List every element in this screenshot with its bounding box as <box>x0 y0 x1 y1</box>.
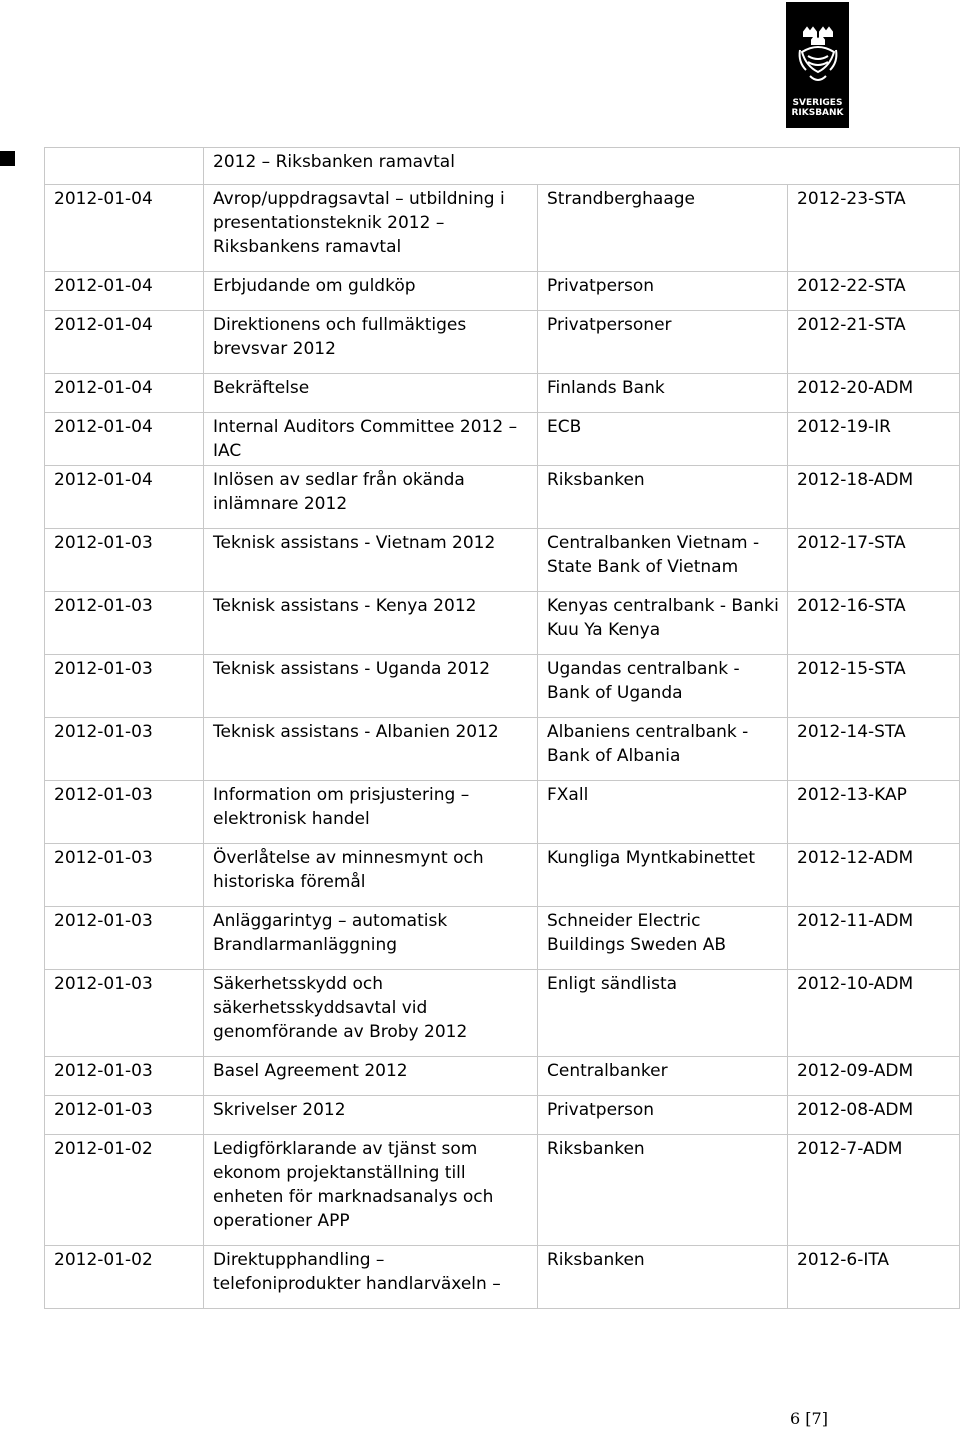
row-subject: Säkerhetsskydd och säkerhetsskyddsavtal vid genomförande av Broby 2012 <box>204 970 538 1057</box>
table-row <box>45 374 960 413</box>
row-party: ECB <box>538 413 788 466</box>
row-party: Strandberghaage <box>538 185 788 272</box>
table-row <box>45 272 960 311</box>
row-subject: Direktionens och fullmäktiges brevsvar 2012 <box>204 311 538 374</box>
table-row <box>45 1096 960 1135</box>
row-reference: 2012-19-IR <box>788 413 960 466</box>
row-party: Finlands Bank <box>538 374 788 413</box>
row-date: 2012-01-03 <box>45 655 204 718</box>
row-party: Privatperson <box>538 272 788 311</box>
logo-line-1: SVERIGES <box>792 98 843 108</box>
row-date: 2012-01-03 <box>45 1096 204 1135</box>
row-reference: 2012-23-STA <box>788 185 960 272</box>
row-reference: 2012-16-STA <box>788 592 960 655</box>
row-reference: 2012-12-ADM <box>788 844 960 907</box>
row-party: Centralbanken Vietnam - State Bank of Vietnam <box>538 529 788 592</box>
table-row <box>45 185 960 272</box>
row-subject: Internal Auditors Committee 2012 – IAC <box>204 413 538 466</box>
row-date: 2012-01-03 <box>45 1057 204 1096</box>
row-subject: Bekräftelse <box>204 374 538 413</box>
row-subject: Inlösen av sedlar från okända inlämnare 2012 <box>204 466 538 529</box>
row-date: 2012-01-03 <box>45 781 204 844</box>
row-party: Ugandas centralbank - Bank of Uganda <box>538 655 788 718</box>
row-date: 2012-01-04 <box>45 311 204 374</box>
page-number: 6 [7] <box>790 1409 828 1428</box>
table-row <box>45 311 960 374</box>
table-row <box>45 529 960 592</box>
row-date: 2012-01-04 <box>45 272 204 311</box>
row-subject: Erbjudande om guldköp <box>204 272 538 311</box>
row-party: Riksbanken <box>538 466 788 529</box>
row-reference: 2012-21-STA <box>788 311 960 374</box>
row-reference: 2012-20-ADM <box>788 374 960 413</box>
row-reference: 2012-17-STA <box>788 529 960 592</box>
row-reference: 2012-6-ITA <box>788 1246 960 1309</box>
table-row <box>45 970 960 1057</box>
row-reference: 2012-7-ADM <box>788 1135 960 1246</box>
row-reference: 2012-13-KAP <box>788 781 960 844</box>
table-row <box>45 466 960 529</box>
row-party: Privatpersoner <box>538 311 788 374</box>
section-marker <box>0 151 15 166</box>
table-row <box>45 1135 960 1246</box>
row-reference: 2012-10-ADM <box>788 970 960 1057</box>
row-party: Schneider Electric Buildings Sweden AB <box>538 907 788 970</box>
row-date: 2012-01-03 <box>45 529 204 592</box>
table-row <box>45 1057 960 1096</box>
riksbank-crest-icon <box>796 26 840 90</box>
row-subject: Basel Agreement 2012 <box>204 1057 538 1096</box>
row-subject: Information om prisjustering – elektronisk handel <box>204 781 538 844</box>
row-reference: 2012-14-STA <box>788 718 960 781</box>
section-title: 2012 – Riksbanken ramavtal <box>204 148 960 185</box>
row-subject: Teknisk assistans - Vietnam 2012 <box>204 529 538 592</box>
row-date: 2012-01-03 <box>45 592 204 655</box>
row-date: 2012-01-02 <box>45 1135 204 1246</box>
row-party: Riksbanken <box>538 1135 788 1246</box>
row-reference: 2012-08-ADM <box>788 1096 960 1135</box>
row-date: 2012-01-03 <box>45 970 204 1057</box>
row-subject: Ledigförklarande av tjänst som ekonom projektanställning till enheten för marknadsanalys och operationer APP <box>204 1135 538 1246</box>
table-row <box>45 655 960 718</box>
logo-line-2: RIKSBANK <box>791 108 844 118</box>
row-subject: Direktupphandling – telefoniprodukter handlarväxeln – <box>204 1246 538 1309</box>
row-party: Privatperson <box>538 1096 788 1135</box>
row-reference: 2012-11-ADM <box>788 907 960 970</box>
row-reference: 2012-22-STA <box>788 272 960 311</box>
row-party: Enligt sändlista <box>538 970 788 1057</box>
row-date: 2012-01-03 <box>45 844 204 907</box>
row-reference: 2012-09-ADM <box>788 1057 960 1096</box>
row-party: Riksbanken <box>538 1246 788 1309</box>
table-row <box>45 781 960 844</box>
row-subject: Skrivelser 2012 <box>204 1096 538 1135</box>
table-row <box>45 1246 960 1309</box>
row-date: 2012-01-03 <box>45 907 204 970</box>
table-row <box>45 844 960 907</box>
table-row <box>45 907 960 970</box>
table-row <box>45 718 960 781</box>
row-party: Centralbanker <box>538 1057 788 1096</box>
riksbank-logo <box>786 2 849 128</box>
row-subject: Anläggarintyg – automatisk Brandlarmanläggning <box>204 907 538 970</box>
row-subject: Avrop/uppdragsavtal – utbildning i presentationsteknik 2012 – Riksbankens ramavtal <box>204 185 538 272</box>
row-party: Albaniens centralbank - Bank of Albania <box>538 718 788 781</box>
row-date: 2012-01-03 <box>45 718 204 781</box>
row-date: 2012-01-04 <box>45 185 204 272</box>
row-subject: Teknisk assistans - Uganda 2012 <box>204 655 538 718</box>
row-party: Kenyas centralbank - Banki Kuu Ya Kenya <box>538 592 788 655</box>
row-date: 2012-01-04 <box>45 413 204 466</box>
table-row <box>45 413 960 466</box>
table-row <box>45 592 960 655</box>
row-reference: 2012-18-ADM <box>788 466 960 529</box>
row-reference: 2012-15-STA <box>788 655 960 718</box>
row-date: 2012-01-02 <box>45 1246 204 1309</box>
row-subject: Teknisk assistans - Kenya 2012 <box>204 592 538 655</box>
row-subject: Teknisk assistans - Albanien 2012 <box>204 718 538 781</box>
row-subject: Överlåtelse av minnesmynt och historiska föremål <box>204 844 538 907</box>
row-party: FXall <box>538 781 788 844</box>
row-party: Kungliga Myntkabinettet <box>538 844 788 907</box>
section-title-spacer <box>45 148 204 185</box>
row-date: 2012-01-04 <box>45 466 204 529</box>
registry-table <box>44 147 960 1309</box>
section-title-row <box>45 148 960 185</box>
row-date: 2012-01-04 <box>45 374 204 413</box>
